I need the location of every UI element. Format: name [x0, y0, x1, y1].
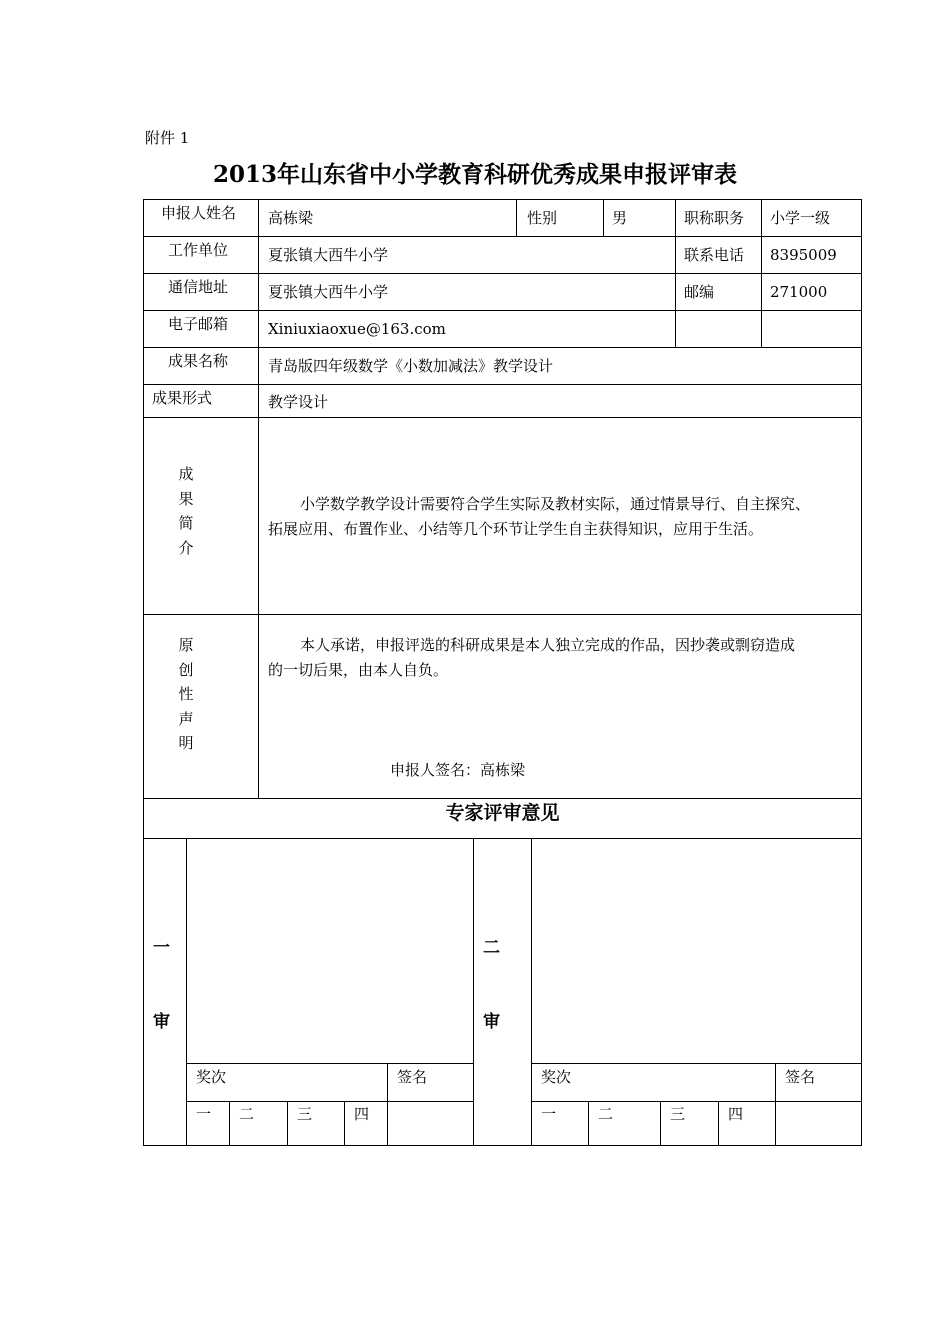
achievement-form-label: 成果形式: [152, 389, 213, 407]
summary-text-line-2: 拓展应用、布置作业、小结等几个环节让学生自主获得知识，应用于生活。: [268, 520, 764, 538]
row-divider: [143, 273, 862, 274]
table-border-left: [143, 199, 144, 1146]
column-divider: [258, 199, 259, 798]
second-grade-4: 四: [728, 1105, 744, 1123]
first-award-label: 奖次: [196, 1068, 227, 1086]
review-divider: [531, 1063, 862, 1064]
email-label: 电子邮箱: [168, 315, 229, 333]
title-value: 小学一级: [770, 209, 831, 227]
postcode-value: 271000: [770, 283, 828, 301]
address-label: 通信地址: [168, 278, 229, 296]
table-border-right: [861, 199, 862, 1146]
review-divider: [344, 1101, 345, 1146]
row-divider: [143, 310, 862, 311]
second-grade-1: 一: [541, 1105, 557, 1123]
gender-label: 性别: [527, 209, 558, 227]
first-grade-4: 四: [354, 1105, 370, 1123]
column-divider: [675, 199, 676, 347]
address-value: 夏张镇大西牛小学: [268, 283, 389, 301]
review-divider: [229, 1101, 230, 1146]
originality-text-line-2: 的一切后果，由本人自负。: [268, 661, 449, 679]
applicant-name-label: 申报人姓名: [161, 204, 237, 222]
originality-text-line-1: 本人承诺，申报评选的科研成果是本人独立完成的作品，因抄袭或剽窃造成: [300, 636, 796, 654]
first-grade-3: 三: [297, 1105, 313, 1123]
row-divider: [143, 417, 862, 418]
row-divider: [143, 384, 862, 385]
applicant-signature: 申报人签名：高栋梁: [390, 761, 526, 779]
review-divider: [775, 1063, 776, 1146]
second-grade-3: 三: [670, 1105, 686, 1123]
first-grade-2: 二: [239, 1105, 255, 1123]
column-divider: [603, 199, 604, 236]
achievement-form-value: 教学设计: [268, 393, 329, 411]
summary-label: 成 果 简 介: [178, 465, 194, 557]
review-divider: [718, 1101, 719, 1146]
second-grade-2: 二: [598, 1105, 614, 1123]
work-unit-value: 夏张镇大西牛小学: [268, 246, 389, 264]
originality-label: 原 创 性 声 明: [178, 636, 194, 752]
first-review-char-1: 一: [153, 938, 170, 958]
second-review-char-1: 二: [483, 938, 500, 958]
work-unit-label: 工作单位: [168, 241, 229, 259]
first-grade-1: 一: [196, 1105, 212, 1123]
second-review-char-2: 审: [483, 1012, 500, 1032]
summary-text-line-1: 小学数学教学设计需要符合学生实际及教材实际，通过情景导行、自主探究、: [300, 495, 811, 513]
form-title: 2013年山东省中小学教育科研优秀成果申报评审表: [212, 161, 737, 188]
review-divider: [387, 1063, 388, 1146]
review-divider: [588, 1101, 589, 1146]
review-divider: [287, 1101, 288, 1146]
table-border-top: [143, 199, 862, 200]
table-border-bottom: [143, 1145, 862, 1146]
review-section-title: 专家评审意见: [445, 802, 560, 824]
review-divider: [660, 1101, 661, 1146]
phone-label: 联系电话: [684, 246, 745, 264]
second-sign-label: 签名: [785, 1068, 816, 1086]
review-divider: [531, 1101, 862, 1102]
postcode-label: 邮编: [684, 283, 715, 301]
review-divider: [473, 838, 474, 1146]
column-divider: [516, 199, 517, 236]
achievement-name-value: 青岛版四年级数学《小数加减法》教学设计: [268, 357, 554, 375]
gender-value: 男: [612, 209, 628, 227]
first-review-char-2: 审: [153, 1012, 170, 1032]
row-divider: [143, 614, 862, 615]
column-divider: [761, 199, 762, 347]
row-divider: [143, 838, 862, 839]
email-value: Xiniuxiaoxue@163.com: [268, 320, 446, 338]
second-award-label: 奖次: [541, 1068, 572, 1086]
review-divider: [531, 838, 532, 1146]
applicant-name-value: 高栋梁: [268, 209, 314, 227]
first-sign-label: 签名: [397, 1068, 428, 1086]
phone-value: 8395009: [770, 246, 837, 264]
attachment-label: 附件 1: [145, 129, 190, 147]
review-divider: [186, 838, 187, 1146]
row-divider: [143, 347, 862, 348]
achievement-name-label: 成果名称: [168, 352, 229, 370]
title-label: 职称职务: [684, 209, 745, 227]
review-divider: [186, 1063, 474, 1064]
row-divider: [143, 236, 862, 237]
